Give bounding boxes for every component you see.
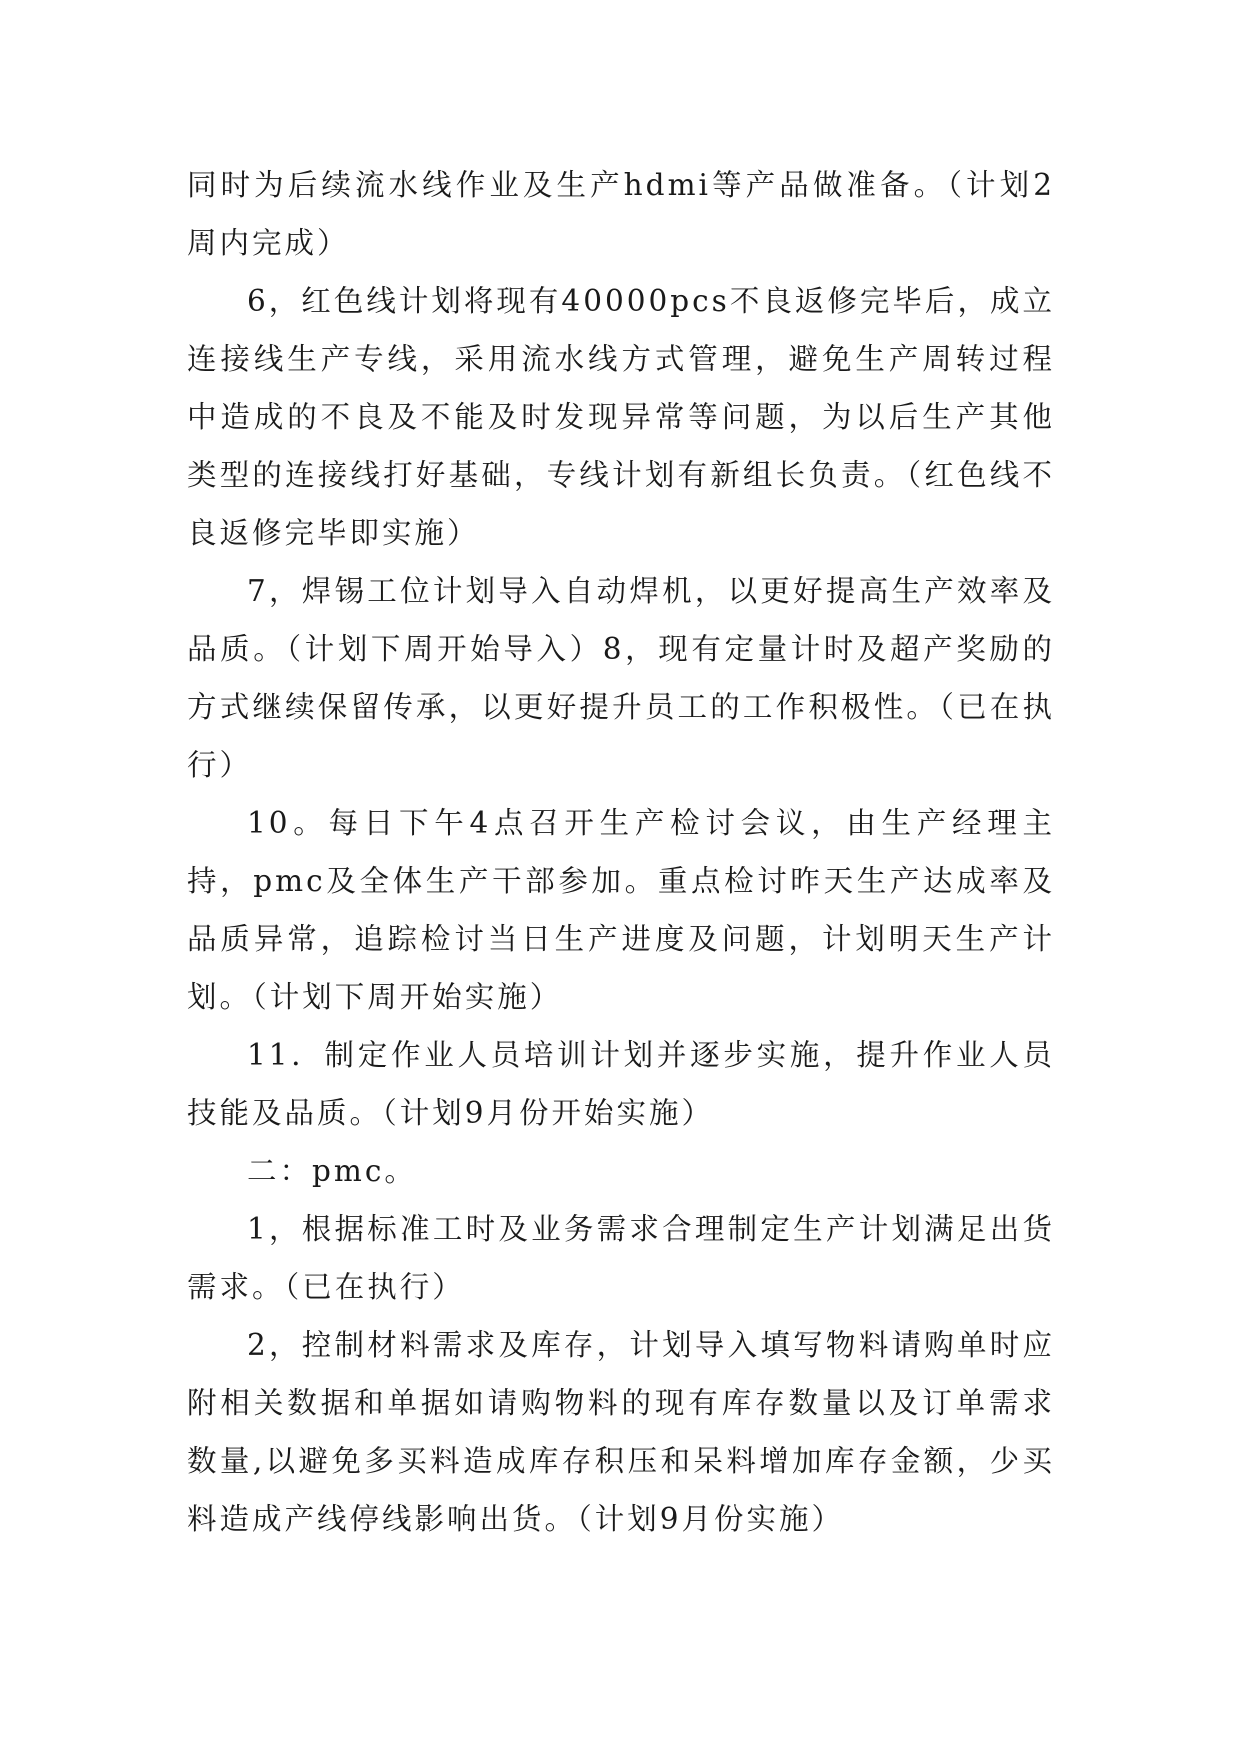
paragraph-item-11: 11．制定作业人员培训计划并逐步实施，提升作业人员技能及品质。（计划9月份开始实施） xyxy=(187,1038,1055,1130)
paragraph-pmc-item-2: 2，控制材料需求及库存，计划导入填写物料请购单时应附相关数据和单据如请购物料的现有库存数量以及订单需求数量,以避免多买料造成库存积压和呆料增加库存金额，少买料造成产线停线影响出货。（计划9月份实施） xyxy=(187,1328,1055,1536)
paragraph-continuation: 同时为后续流水线作业及生产hdmi等产品做准备。（计划2周内完成） xyxy=(187,168,1055,260)
paragraph-item-7-8: 7，焊锡工位计划导入自动焊机，以更好提高生产效率及品质。（计划下周开始导入）8，现有定量计时及超产奖励的方式继续保留传承，以更好提升员工的工作积极性。（已在执行） xyxy=(187,574,1055,782)
paragraph-item-6: 6，红色线计划将现有40000pcs不良返修完毕后，成立连接线生产专线，采用流水线方式管理，避免生产周转过程中造成的不良及不能及时发现异常等问题，为以后生产其他类型的连接线打好基础，专线计划有新组长负责。（红色线不良返修完毕即实施） xyxy=(187,284,1055,550)
paragraph-pmc-item-1: 1，根据标准工时及业务需求合理制定生产计划满足出货需求。（已在执行） xyxy=(187,1212,1055,1304)
section-heading-pmc: 二：pmc。 xyxy=(247,1154,417,1188)
document-body xyxy=(187,156,1055,1548)
paragraph-item-10: 10。每日下午4点召开生产检讨会议，由生产经理主持，pmc及全体生产干部参加。重点检讨昨天生产达成率及品质异常，追踪检讨当日生产进度及问题，计划明天生产计划。（计划下周开始实施） xyxy=(187,806,1055,1014)
